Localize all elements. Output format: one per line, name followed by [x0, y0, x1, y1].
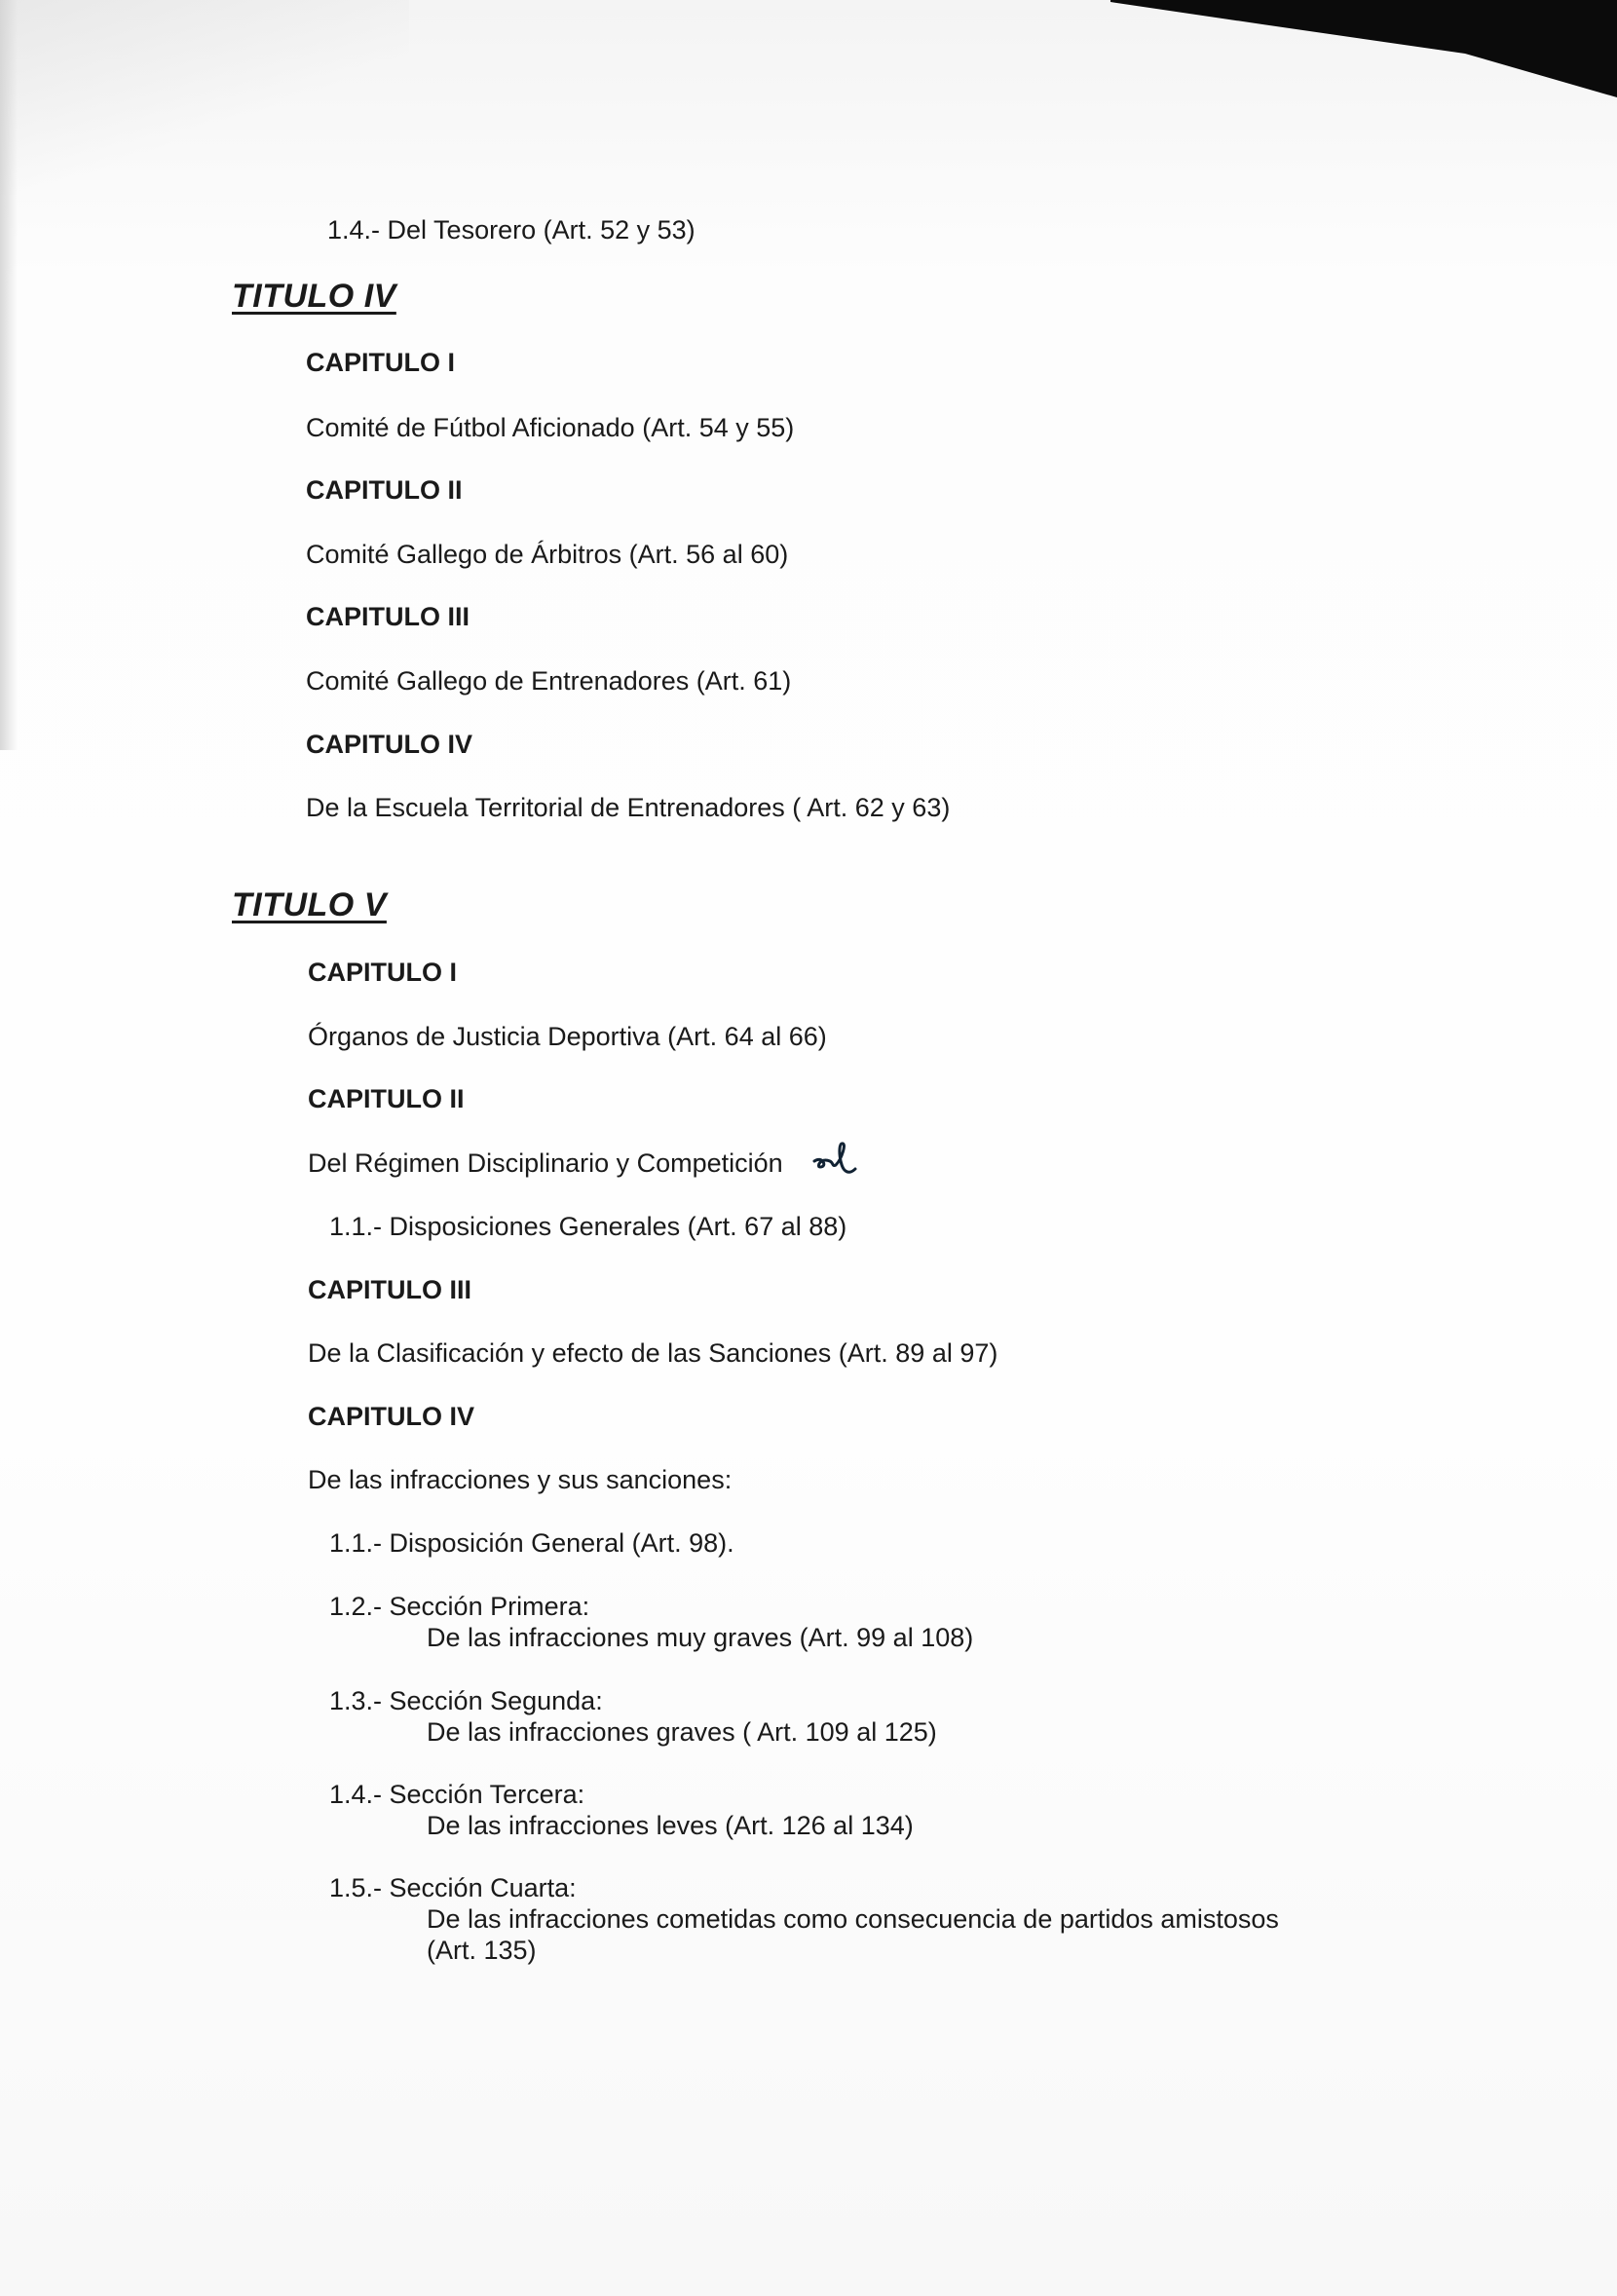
- titulo-iv-capitulo-iv-text: De la Escuela Territorial de Entrenadores ( Art. 62 y 63): [306, 793, 951, 822]
- titulo-iv-capitulo-i-text: Comité de Fútbol Aficionado (Art. 54 y 55): [306, 413, 795, 442]
- section-1-2-desc: De las infracciones muy graves (Art. 99 al 108): [427, 1623, 974, 1652]
- titulo-iv-heading: TITULO IV: [232, 278, 396, 315]
- titulo-iv-capitulo-iv: CAPITULO IV: [306, 730, 473, 759]
- titulo-v-capitulo-ii: CAPITULO II: [308, 1084, 465, 1113]
- section-1-2: 1.2.- Sección Primera:: [329, 1592, 590, 1621]
- section-1-4: 1.4.- Sección Tercera:: [329, 1780, 585, 1809]
- titulo-iv-capitulo-i: CAPITULO I: [306, 348, 455, 377]
- section-1-1: 1.1.- Disposición General (Art. 98).: [329, 1528, 734, 1558]
- titulo-v-capitulo-ii-text: Del Régimen Disciplinario y Competición: [308, 1148, 783, 1178]
- section-1-5-desc: De las infracciones cometidas como consecuencia de partidos amistosos: [427, 1904, 1279, 1934]
- titulo-v-capitulo-i: CAPITULO I: [308, 958, 457, 987]
- tesorero-line: 1.4.- Del Tesorero (Art. 52 y 53): [327, 215, 696, 245]
- titulo-v-capitulo-iv: CAPITULO IV: [308, 1402, 475, 1431]
- titulo-v-capitulo-iii-text: De la Clasificación y efecto de las Sanciones (Art. 89 al 97): [308, 1338, 998, 1368]
- handwritten-mark: [812, 1138, 857, 1179]
- section-1-3: 1.3.- Sección Segunda:: [329, 1686, 603, 1715]
- titulo-iv-capitulo-ii: CAPITULO II: [306, 475, 463, 505]
- titulo-v-capitulo-iv-text: De las infracciones y sus sanciones:: [308, 1465, 733, 1494]
- titulo-iv-capitulo-ii-text: Comité Gallego de Árbitros (Art. 56 al 60): [306, 540, 789, 569]
- titulo-iv-capitulo-iii-text: Comité Gallego de Entrenadores (Art. 61): [306, 666, 792, 696]
- page-crease: [0, 0, 409, 195]
- titulo-iv-capitulo-iii: CAPITULO III: [306, 602, 470, 631]
- titulo-v-capitulo-i-text: Órganos de Justicia Deportiva (Art. 64 al 66): [308, 1022, 827, 1051]
- section-1-5-desc-cont: (Art. 135): [427, 1936, 537, 1965]
- scan-dark-corner: [1110, 0, 1617, 97]
- titulo-v-heading: TITULO V: [232, 886, 387, 923]
- titulo-v-capitulo-iii: CAPITULO III: [308, 1275, 471, 1304]
- section-1-5: 1.5.- Sección Cuarta:: [329, 1873, 577, 1902]
- section-1-4-desc: De las infracciones leves (Art. 126 al 134): [427, 1811, 914, 1840]
- section-1-3-desc: De las infracciones graves ( Art. 109 al 125): [427, 1717, 937, 1747]
- titulo-v-capitulo-ii-subsection: 1.1.- Disposiciones Generales (Art. 67 al 88): [329, 1212, 847, 1241]
